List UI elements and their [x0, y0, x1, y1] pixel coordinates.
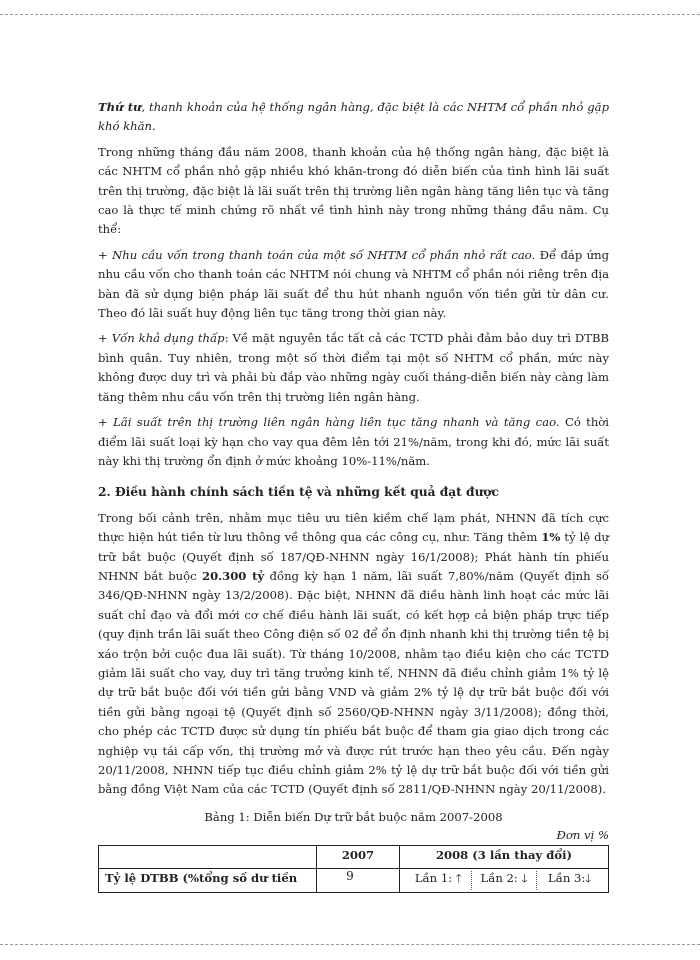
text-bold: 1%: [541, 530, 561, 545]
table-unit: Đơn vị %: [556, 827, 609, 842]
subheading-rest: , thanh khoản của hệ thống ngân hàng, đặc biệt là các NHTM cổ phần nhỏ gặp khó khăn.: [98, 100, 609, 134]
page-number: 9: [346, 869, 354, 883]
bullet-low-liquidity: [98, 329, 609, 407]
lan-2: Lần 2: 🡓: [472, 871, 538, 890]
document-page: [98, 98, 609, 893]
paragraph-liquidity: Trong những tháng đầu năm 2008, thanh khoản của hệ thống ngân hàng, đặc biệt là các NHTM cổ phần nhỏ gặp nhiều khó khăn-trong đó diễn biến của tình hình lãi suất trên thị trường, đặc biệt là lãi suất trên thị trường liên ngân hàng tăng liên tục và tăng cao là thực tế minh chứng rõ nhất về tình hình này trong những tháng đầu năm. Cụ thể:: [98, 144, 609, 237]
text-bold: 20.300 tỷ: [202, 568, 265, 583]
subheading-lead: Thứ tư: [98, 100, 142, 114]
header-2008: 2008 (3 lần thay đổi): [400, 845, 609, 868]
bullet-lead: + Vốn khả dụng thấp: [98, 331, 225, 346]
text-run: đồng kỳ hạn 1 năm, lãi suất 7,80%/năm (Quyết định số 346/QĐ-NHNN ngày 13/2/2008). Đặc biệt, NHNN đã điều hành linh hoạt các mức lãi suất chỉ đạo và đổi mới cơ chế điều hành lãi suất, có kết hợp cả biện pháp trực tiếp (quy định trần lãi suất theo Công điện số 02 để ổn định nhanh khi thị trường tiền tệ bị xáo trộn bởi cuộc đua lãi suất). Từ tháng 10/2008, nhằm tạo điều kiện cho các TCTD giảm lãi suất cho vay, duy trì tăng trưởng kinh tế, NHNN đã điều chỉnh giảm 1% tỷ lệ dự trữ bắt buộc đối với tiền gửi bằng VND và giảm 2% tỷ lệ dự trữ bắt buộc đối với tiền gửi bằng ngoại tệ (Quyết định số 2560/QĐ-NHNN ngày 3/11/2008); đồng thời, cho phép các TCTD được sử dụng tín phiếu bắt buộc để tham gia giao dịch trong các nghiệp vụ tái cấp vốn, thị trường mở và được rút trước hạn theo yêu cầu. Đến ngày 20/11/2008, NHNN tiếp tục điều chỉnh giảm 2% tỷ lệ dự trữ bắt buộc đối với tiền gửi bằng đồng Việt Nam của các TCTD (Quyết định số 2811/QĐ-NHNN ngày 20/11/2008).: [98, 568, 610, 797]
bullet-lead: + Nhu cầu vốn trong thanh toán của một số NHTM cổ phần nhỏ rất cao.: [98, 247, 536, 262]
paragraph-monetary-policy: [98, 509, 609, 800]
bullet-text: Có thời điểm lãi suất loại kỳ hạn cho vay qua đêm lên tới 21%/năm, trong khi đó, mức lãi suất này khi thị trường ổn định ở mức khoảng 10%-11%/năm.: [98, 415, 609, 468]
bullet-lead: + Lãi suất trên thị trường liên ngân hàng liên tục tăng nhanh và tăng cao.: [98, 415, 560, 430]
text-run: Trong bối cảnh trên, nhằm mục tiêu ưu tiên kiềm chế lạm phát, NHNN đã tích cực thực hiện hút tiền từ lưu thông về thông qua các công cụ, như: Tăng thêm: [98, 510, 609, 545]
bullet-text: : Về mặt nguyên tắc tất cả các TCTD phải đảm bảo duy trì DTBB bình quân. Tuy nhiên, trong một số thời điểm tại một số NHTM cổ phần, mức này không được duy trì và phải bù đắp vào những ngày cuối tháng-diễn biến này càng làm tăng thêm nhu cầu vốn trên thị trường liên ngân hàng.: [98, 331, 609, 404]
lan-3: Lần 3:🡓: [548, 870, 592, 885]
bullet-capital-demand: [98, 246, 609, 324]
subheading-fourth: [98, 98, 609, 137]
section-title: 2. Điều hành chính sách tiền tệ và những kết quả đạt được: [98, 485, 499, 500]
text-run: tỷ lệ dự trữ bắt buộc (Quyết định số 187/QĐ-NHNN ngày 16/1/2008); Phát hành tín phiếu NHNN bắt buộc: [98, 530, 609, 583]
lan-1: Lần 1: 🡑: [406, 871, 472, 890]
table-header-row: [99, 845, 609, 868]
row-label: Tỷ lệ DTBB (%tổng số dư tiền: [99, 868, 317, 892]
bullet-interbank-rate: [98, 413, 609, 471]
table-caption: Bảng 1: Diễn biến Dự trữ bắt buộc năm 2007-2008: [204, 809, 503, 824]
header-2007: 2007: [317, 845, 400, 868]
bullet-text: Để đáp ứng nhu cầu vốn cho thanh toán các NHTM nói chung và NHTM cổ phần nói riêng trên địa bàn đã sử dụng biện pháp lãi suất để thu hút nhanh nguồn vốn tiền gửi từ dân cư. Theo đó lãi suất huy động liên tục tăng trong thời gian này.: [98, 247, 609, 321]
header-empty: [99, 845, 317, 868]
